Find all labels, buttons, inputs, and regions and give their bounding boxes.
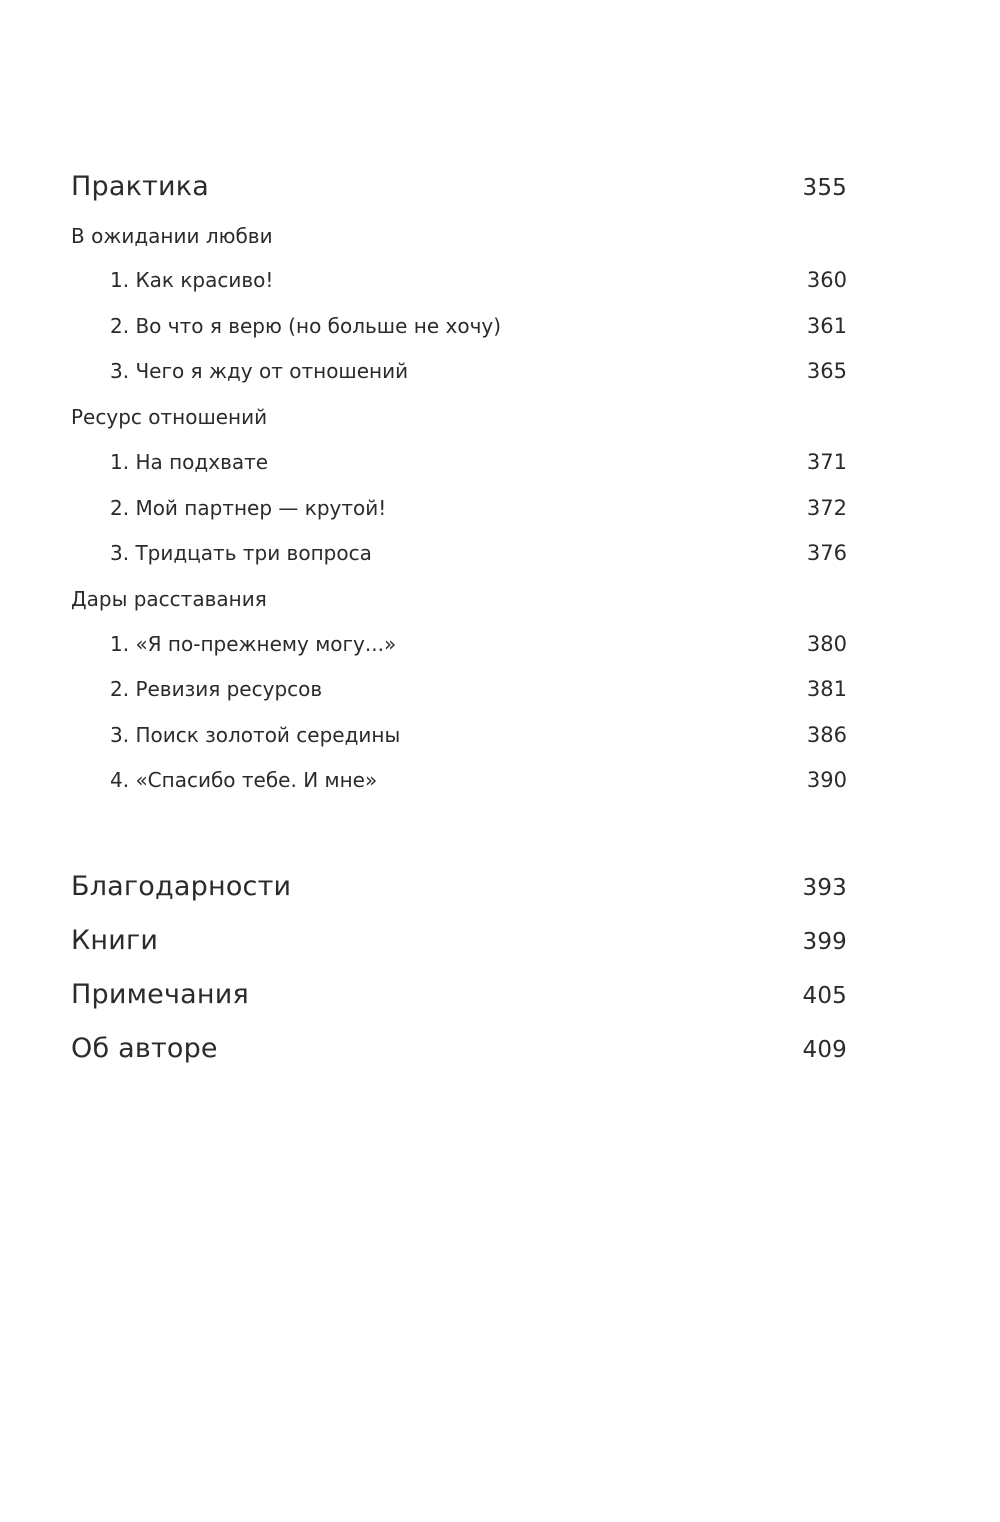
toc-entry-page: 409 [802,1037,847,1063]
toc-entry-title: 1. На подхвате [110,450,269,474]
toc-entry-title: 1. «Я по-прежнему могу...» [110,632,397,656]
toc-entry [71,496,847,520]
toc-entry-page: 355 [802,175,847,201]
toc-entry-page: 361 [806,314,847,338]
toc-entry-page: 386 [806,723,847,747]
toc-entry-notes [71,979,847,1010]
toc-entry-acknowledgements [71,871,847,902]
toc-entry-title: Примечания [71,979,249,1010]
toc-entry-title: 1. Как красиво! [110,268,274,292]
toc-entry-title: Благодарности [71,871,292,902]
toc-entry-title: 2. Мой партнер — крутой! [110,496,387,520]
toc-entry [71,268,847,292]
toc-entry-page: 371 [806,450,847,474]
toc-entry [71,314,847,338]
toc-entry-practice [71,171,847,202]
toc-entry-page: 380 [806,632,847,656]
toc-entry-page: 399 [802,929,847,955]
toc-entry-about-author [71,1033,847,1064]
toc-entry [71,768,847,792]
toc-entry-page: 405 [802,983,847,1009]
toc-entry [71,677,847,701]
toc-entry-title: Об авторе [71,1033,218,1064]
toc-entry [71,450,847,474]
toc-entry [71,359,847,383]
toc-entry-title: Практика [71,171,210,202]
toc-entry-title: Книги [71,925,159,956]
toc-entry-title: 4. «Спасибо тебе. И мне» [110,768,378,792]
toc-entry [71,723,847,747]
toc-entry-title: 3. Чего я жду от отношений [110,359,409,383]
toc-entry [71,632,847,656]
toc-section-title: Дары расставания [71,587,267,611]
toc-section-title: В ожидании любви [71,224,273,248]
toc-entry-books [71,925,847,956]
toc-section-gifts [71,587,847,611]
toc-entry-page: 376 [806,541,847,565]
toc-entry-title: 3. Тридцать три вопроса [110,541,372,565]
toc-entry-page: 381 [806,677,847,701]
toc-entry-page: 393 [802,875,847,901]
toc-entry-title: 3. Поиск золотой середины [110,723,401,747]
toc-entry-page: 360 [806,268,847,292]
toc-entry-page: 372 [806,496,847,520]
toc-section-resource [71,405,847,429]
toc-section-waiting [71,224,847,248]
toc-entry-page: 390 [806,768,847,792]
toc-entry-page: 365 [806,359,847,383]
toc-section-title: Ресурс отношений [71,405,268,429]
toc-entry-title: 2. Во что я верю (но больше не хочу) [110,314,502,338]
toc-entry [71,541,847,565]
toc-entry-title: 2. Ревизия ресурсов [110,677,323,701]
